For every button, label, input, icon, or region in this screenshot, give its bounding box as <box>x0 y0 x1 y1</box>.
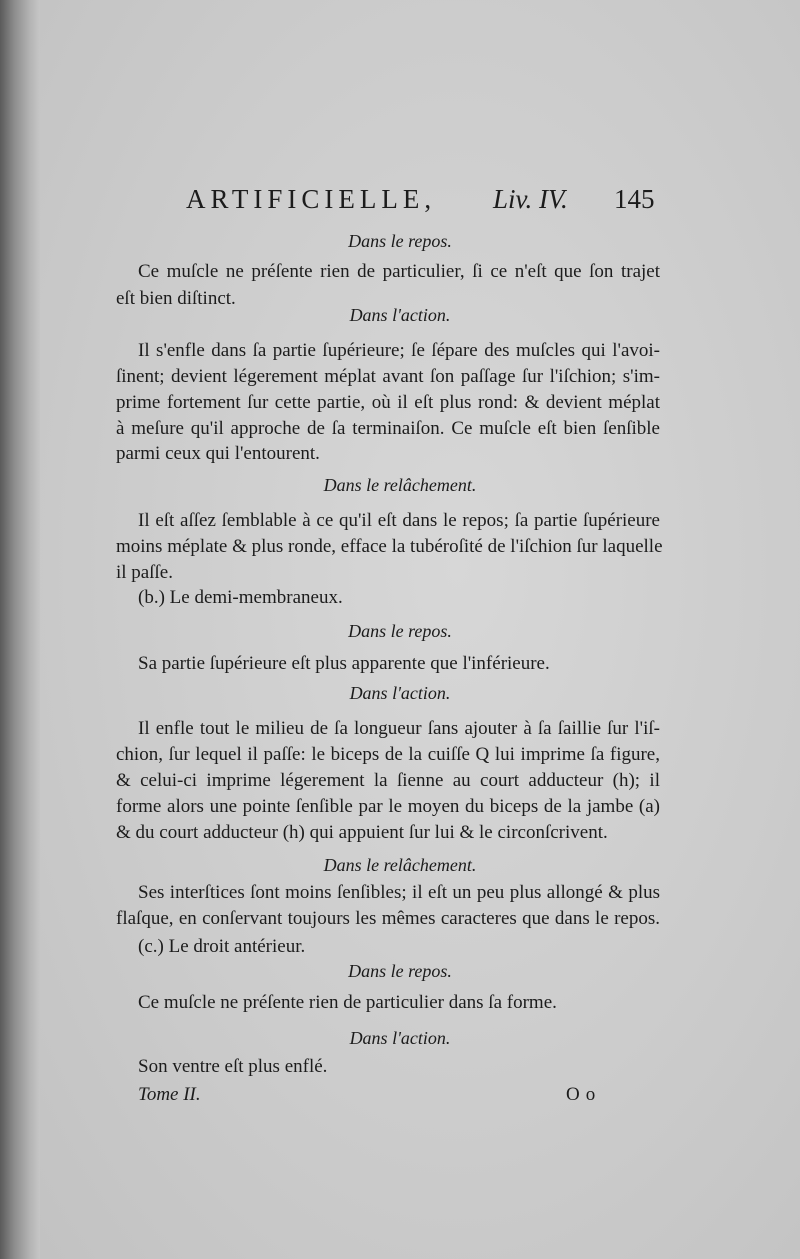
text-line: Ce muſcle ne préſente rien de particulier dans ſa forme. <box>138 992 557 1013</box>
section-heading: Dans le repos. <box>348 961 452 981</box>
text-line: Ses interſtices ſont moins ſenſibles; il eſt un peu plus allongé & plus <box>138 882 660 903</box>
section-heading: Dans le relâchement. <box>323 475 477 495</box>
text-line: Son ventre eſt plus enflé. <box>138 1056 328 1077</box>
text-line: ſinent; devient légerement méplat avant ſon paſſage ſur l'iſchion; s'im- <box>116 366 660 387</box>
subsection-title: (b.) Le demi-membraneux. <box>138 587 343 608</box>
section-heading: Dans le relâchement. <box>323 855 477 875</box>
text-line: Il enfle tout le milieu de ſa longueur ſans ajouter à ſa ſaillie ſur l'iſ- <box>138 718 660 739</box>
running-header <box>186 184 686 220</box>
section-heading: Dans l'action. <box>349 305 451 325</box>
subsection-title: (c.) Le droit antérieur. <box>138 936 306 957</box>
page-gutter-shadow <box>0 0 40 1259</box>
section-heading: Dans le repos. <box>348 621 452 641</box>
text-line: il paſſe. <box>116 562 173 583</box>
header-title: ARTIFICIELLE, <box>186 184 437 214</box>
text-line: chion, ſur lequel il paſſe: le biceps de la cuiſſe Q lui imprime ſa figure, <box>116 744 660 765</box>
text-line: Ce muſcle ne préſente rien de particulier, ſi ce n'eſt que ſon trajet <box>138 261 660 282</box>
text-line: à meſure qu'il approche de ſa terminaiſon. Ce muſcle eſt bien ſenſible <box>116 418 660 439</box>
text-line: Il eſt aſſez ſemblable à ce qu'il eſt dans le repos; ſa partie ſupérieure <box>138 510 660 531</box>
footer-signature: Oo <box>566 1084 602 1105</box>
text-line: Il s'enfle dans ſa partie ſupérieure; ſe ſépare des muſcles qui l'avoi- <box>138 340 660 361</box>
section-heading: Dans le repos. <box>348 231 452 251</box>
text-line: parmi ceux qui l'entourent. <box>116 443 320 464</box>
footer-volume: Tome II. <box>138 1084 201 1105</box>
section-heading: Dans l'action. <box>349 683 451 703</box>
text-line: & celui-ci imprime légerement la ſienne au court adducteur (h); il <box>116 770 660 791</box>
text-line: Sa partie ſupérieure eſt plus apparente que l'inférieure. <box>138 653 550 674</box>
text-line: & du court adducteur (h) qui appuient ſur lui & le circonſcrivent. <box>116 822 608 843</box>
text-line: forme alors une pointe ſenſible par le moyen du biceps de la jambe (a) <box>116 796 660 817</box>
section-heading: Dans l'action. <box>349 1028 451 1048</box>
header-book: Liv. IV. <box>493 184 568 214</box>
text-line: moins méplate & plus ronde, efface la tubéroſité de l'iſchion ſur laquelle <box>116 536 663 557</box>
page-number: 145 <box>614 184 655 214</box>
text-line: flaſque, en conſervant toujours les mêmes caracteres que dans le repos. <box>116 908 660 929</box>
text-line: prime fortement ſur cette partie, où il eſt plus rond: & devient méplat <box>116 392 660 413</box>
text-line: eſt bien diſtinct. <box>116 288 236 309</box>
